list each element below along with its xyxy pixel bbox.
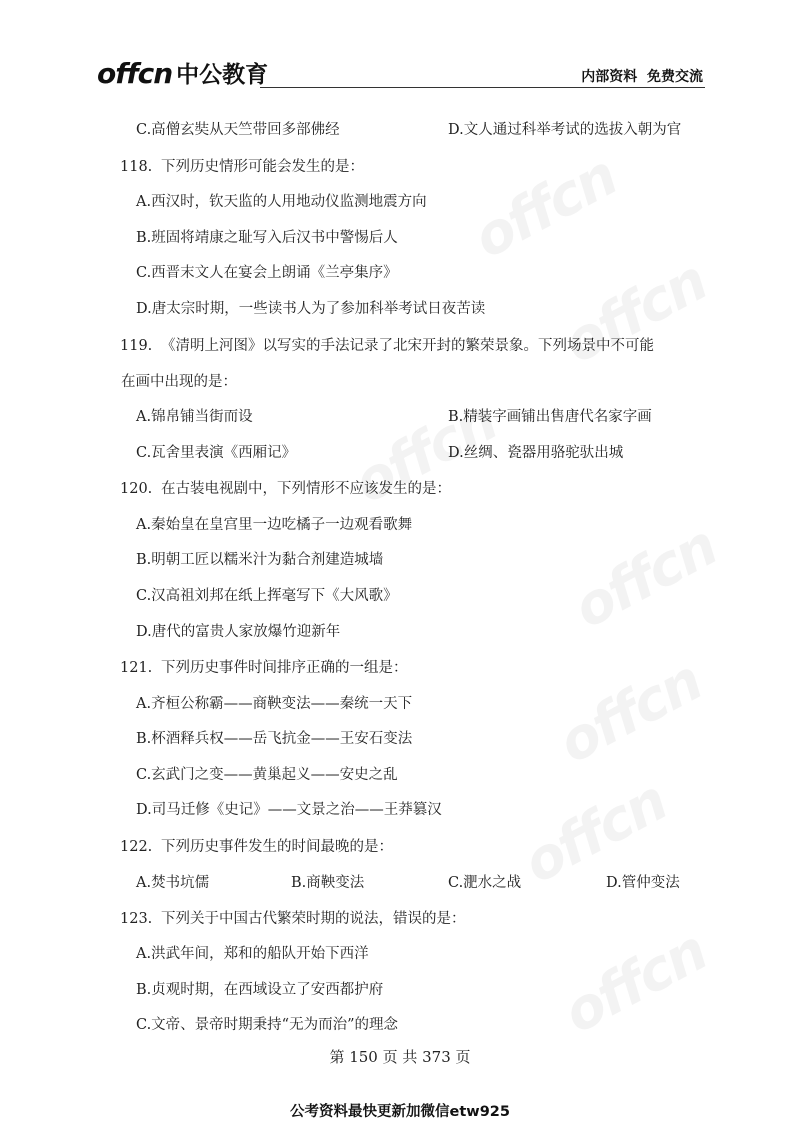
option-b: B.班固将靖康之耻写入后汉书中警惕后人 (136, 230, 398, 246)
option-b: B.杯酒释兵权——岳飞抗金——王安石变法 (136, 731, 413, 747)
option-d: D.司马迁修《史记》——文景之治——王莽篡汉 (136, 802, 442, 818)
offcn-logo (97, 58, 268, 88)
option-d: D.唐代的富贵人家放爆竹迎新年 (136, 624, 341, 640)
logo-wordmark: offcn (97, 57, 173, 90)
question-number: 123. (120, 911, 153, 927)
option-d: D.丝绸、瓷器用骆驼驮出城 (448, 445, 624, 461)
question-stem: 下列历史事件发生的时间最晚的是： (161, 839, 393, 855)
question-number: 120. (120, 481, 153, 497)
watermark (549, 649, 712, 777)
watermark (554, 249, 717, 377)
question-number: 119. (120, 338, 153, 354)
option-a: A.洪武年间，郑和的船队开始下西洋 (136, 946, 369, 962)
question-stem-continued: 在画中出现的是： (121, 374, 237, 390)
option-a: A.齐桓公称霸——商鞅变法——秦统一天下 (136, 696, 413, 712)
page-number: 第 150 页 共 373 页 (329, 1048, 471, 1066)
watermark (564, 514, 727, 642)
question-number: 122. (120, 839, 153, 855)
option-d: D.唐太宗时期，一些读书人为了参加科举考试日夜苦读 (136, 301, 486, 317)
question-stem: 《清明上河图》以写实的手法记录了北宋开封的繁荣景象。下列场景中不可能 (161, 338, 654, 354)
question-stem: 下列历史情形可能会发生的是： (161, 159, 364, 175)
option-a: A.锦帛铺当街而设 (136, 409, 253, 425)
option-b: B.贞观时期，在西域设立了安西都护府 (136, 982, 384, 998)
question-number: 118. (120, 159, 153, 175)
option-a: A.西汉时，钦天监的人用地动仪监测地震方向 (136, 194, 427, 210)
option-c: C.淝水之战 (448, 875, 522, 891)
page-header (97, 58, 705, 90)
promo-text: 公考资料最快更新加微信etw925 (290, 1104, 510, 1120)
question-stem: 下列历史事件时间排序正确的一组是： (161, 660, 408, 676)
watermark (464, 144, 627, 272)
option-d: D.管仲变法 (606, 875, 680, 891)
option-b: B.明朝工匠以糯米汁为黏合剂建造城墙 (136, 552, 384, 568)
header-divider (260, 87, 705, 88)
option-c: C.玄武门之变——黄巢起义——安史之乱 (136, 767, 398, 783)
logo-brand-cn: 中公教育 (176, 62, 269, 88)
question-stem: 下列关于中国古代繁荣时期的说法，错误的是： (161, 911, 466, 927)
option-c: C.高僧玄奘从天竺带回多部佛经 (136, 122, 340, 138)
option-b: B.商鞅变法 (291, 875, 365, 891)
option-c: C.文帝、景帝时期秉持“无为而治”的理念 (136, 1017, 399, 1033)
option-c: C.瓦舍里表演《西厢记》 (136, 445, 297, 461)
question-number: 121. (120, 660, 153, 676)
option-b: B.精装字画铺出售唐代名家字画 (448, 409, 652, 425)
option-a: A.焚书坑儒 (136, 875, 210, 891)
question-stem: 在古装电视剧中，下列情形不应该发生的是： (161, 481, 451, 497)
option-d: D.文人通过科举考试的选拔入朝为官 (448, 122, 682, 138)
option-a: A.秦始皇在皇宫里一边吃橘子一边观看歌舞 (136, 517, 413, 533)
header-tagline: 内部资料 免费交流 (581, 69, 703, 85)
option-c: C.汉高祖刘邦在纸上挥毫写下《大风歌》 (136, 588, 398, 604)
option-c: C.西晋末文人在宴会上朗诵《兰亭集序》 (136, 265, 398, 281)
watermark (554, 919, 717, 1047)
